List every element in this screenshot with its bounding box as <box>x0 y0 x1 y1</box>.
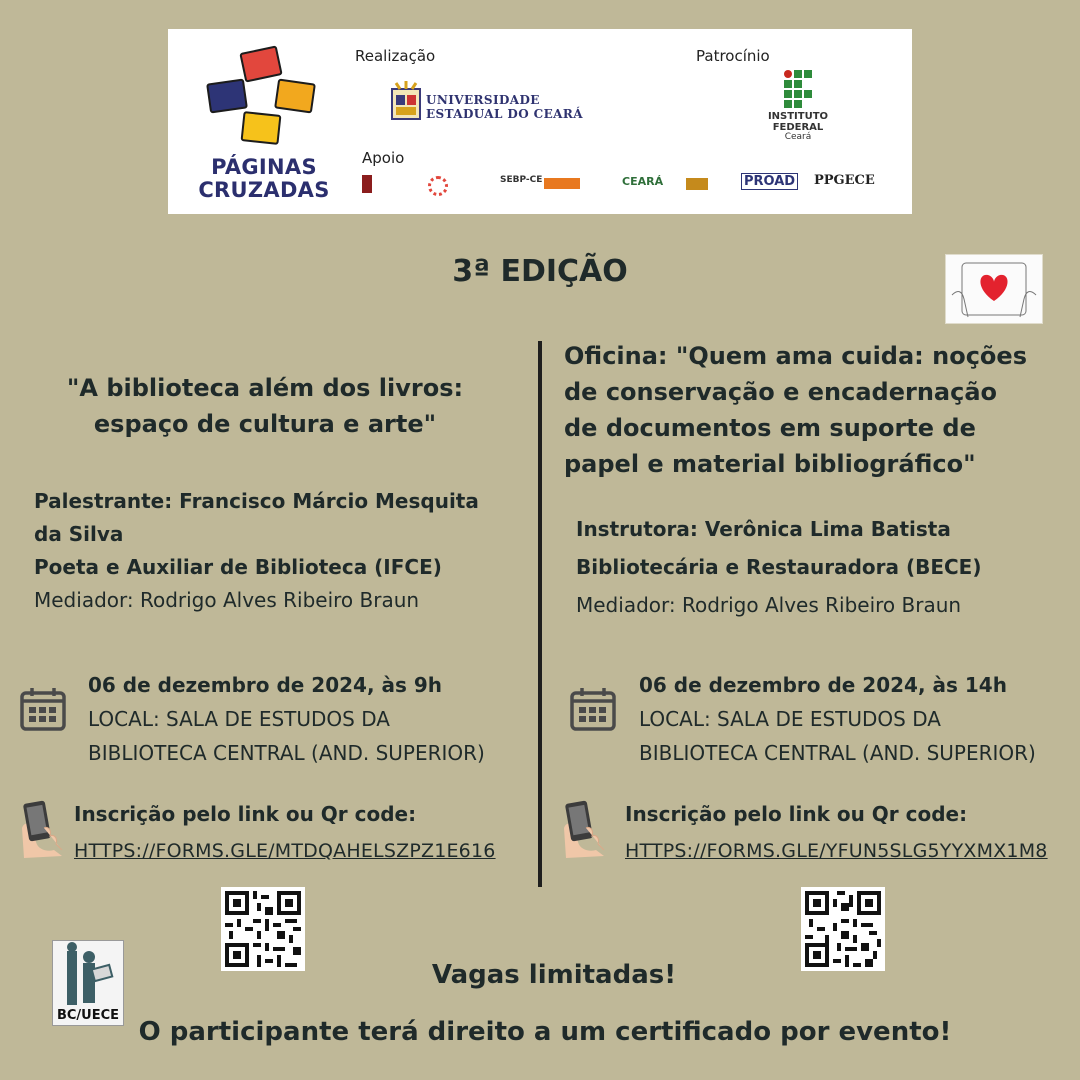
ifce-text-line1: INSTITUTO <box>767 111 829 122</box>
realizacao-label: Realização <box>355 47 436 65</box>
instructor-role: Bibliotecária e Restauradora (BECE) <box>576 555 982 579</box>
instructor-name: Instrutora: Verônica Lima Batista <box>576 517 951 541</box>
abc-logo <box>362 175 424 193</box>
book-icon-yellow <box>241 111 282 145</box>
lecture-mediator: Mediador: Rodrigo Alves Ribeiro Braun <box>34 588 420 612</box>
lecture-signup-label: Inscrição pelo link ou Qr code: <box>74 802 417 826</box>
proad-logo: PROAD <box>741 173 798 190</box>
apoio-label: Apoio <box>362 149 405 167</box>
workshop-instructor-info <box>576 510 1056 624</box>
lecture-title-line1: "A biblioteca além dos livros: <box>66 374 464 402</box>
workshop-title-line3: de documentos em suporte de <box>564 414 976 442</box>
sponsor-banner <box>168 29 912 214</box>
phone-hand-icon <box>18 798 66 858</box>
lecture-local-line2: BIBLIOTECA CENTRAL (AND. SUPERIOR) <box>88 741 485 765</box>
uece-name-line1: UNIVERSIDADE <box>426 93 540 107</box>
sebp-logo: SEBP-CE <box>500 175 543 185</box>
lecture-schedule <box>88 668 538 770</box>
workshop-mediator: Mediador: Rodrigo Alves Ribeiro Braun <box>576 593 962 617</box>
hands-heart-image <box>945 254 1043 324</box>
heart-icon <box>946 255 1042 323</box>
phone-hand-icon <box>560 798 608 858</box>
uece-crest-icon <box>390 79 422 125</box>
logo-text-line1: PÁGINAS <box>211 155 317 179</box>
lecture-signup-link[interactable]: HTTPS://FORMS.GLE/MTDQAHELSZPZ1E616 <box>74 840 496 862</box>
dragao-do-mar-logo <box>428 176 448 196</box>
workshop-signup-label: Inscrição pelo link ou Qr code: <box>625 802 968 826</box>
workshop-title <box>564 338 1038 482</box>
lecture-title-line2: espaço de cultura e arte" <box>93 410 437 438</box>
workshop-schedule <box>639 668 1079 770</box>
workshop-local-line1: LOCAL: SALA DE ESTUDOS DA <box>639 707 941 731</box>
workshop-title-line1: Oficina: "Quem ama cuida: noções <box>564 342 1027 370</box>
lecture-qr-code[interactable] <box>221 887 305 971</box>
workshop-date: 06 de dezembro de 2024, às 14h <box>639 673 1007 697</box>
speaker-line1: Palestrante: Francisco Márcio Mesquita <box>34 489 479 513</box>
limited-spots-notice: Vagas limitadas! <box>431 960 677 990</box>
book-icon-orange <box>274 79 316 114</box>
workshop-local-line2: BIBLIOTECA CENTRAL (AND. SUPERIOR) <box>639 741 1036 765</box>
workshop-signup-link[interactable]: HTTPS://FORMS.GLE/YFUN5SLG5YYXMX1M8 <box>625 840 1048 862</box>
lecture-speaker-info <box>34 485 524 617</box>
bece-logo <box>544 178 580 189</box>
ceara-logo: CEARÁ <box>622 175 664 188</box>
calendar-icon <box>570 686 616 732</box>
bc-uece-text: BC/UECE <box>56 1008 120 1023</box>
column-divider <box>538 341 542 887</box>
edition-title: 3ª EDIÇÃO <box>452 254 628 289</box>
workshop-title-line4: papel e material bibliográfico" <box>564 450 976 478</box>
sindicato-logo <box>686 178 708 190</box>
workshop-title-line2: de conservação e encadernação <box>564 378 998 406</box>
ifce-text-line2: FEDERAL <box>772 122 824 133</box>
speaker-role: Poeta e Auxiliar de Biblioteca (IFCE) <box>34 555 442 579</box>
calendar-icon <box>20 686 66 732</box>
logo-text-line2: CRUZADAS <box>198 178 330 202</box>
workshop-qr-code[interactable] <box>801 887 885 971</box>
book-icon-blue <box>206 79 248 114</box>
lecture-local-line1: LOCAL: SALA DE ESTUDOS DA <box>88 707 390 731</box>
speaker-line2: da Silva <box>34 522 124 546</box>
lecture-title <box>30 370 500 442</box>
ifce-text-line3: Ceará <box>784 132 812 142</box>
certificate-notice: O participante terá direito a um certificado por evento! <box>138 1017 952 1047</box>
ppgece-logo: PPGECE <box>814 173 875 188</box>
book-icon-red <box>239 45 282 82</box>
patrocinio-label: Patrocínio <box>696 47 770 65</box>
uece-name-line2: ESTADUAL DO CEARÁ <box>426 107 583 121</box>
lecture-date: 06 de dezembro de 2024, às 9h <box>88 673 443 697</box>
